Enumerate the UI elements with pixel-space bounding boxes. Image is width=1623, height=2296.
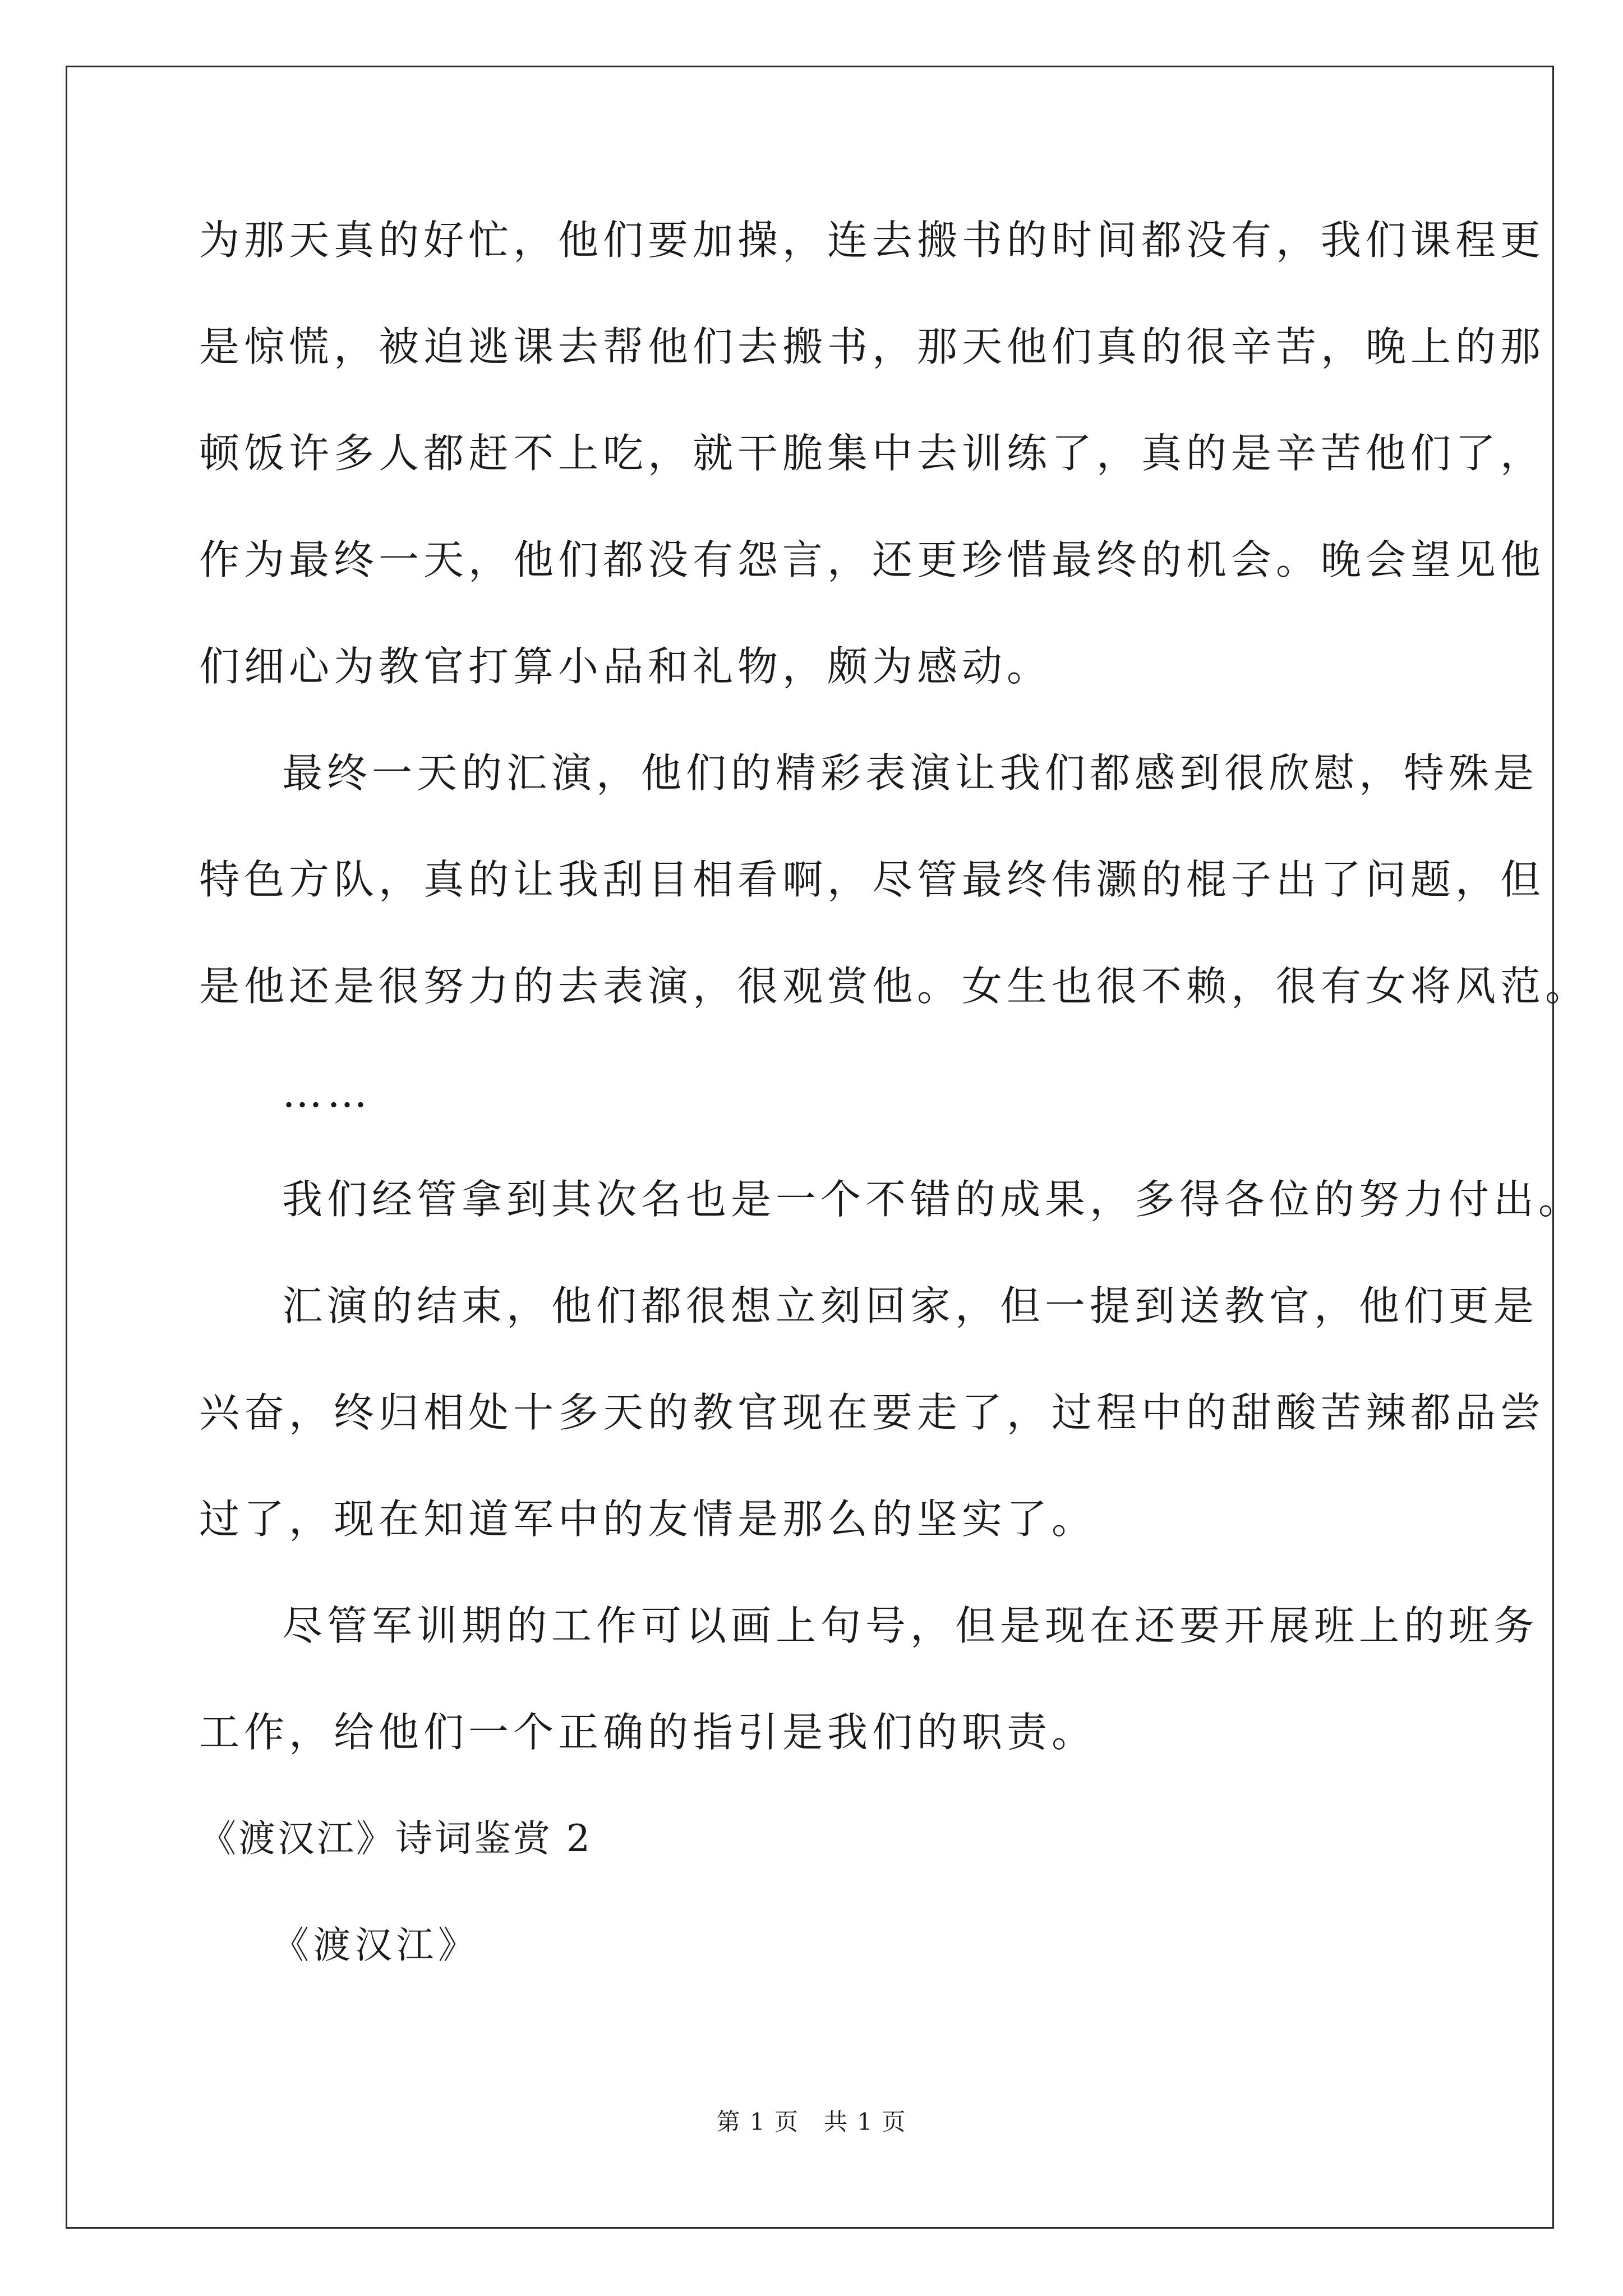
paragraph-line: 最终一天的汇演，他们的精彩表演让我们都感到很欣慰，特殊是: [282, 749, 1539, 797]
section-title: 《渡汉江》诗词鉴赏 2: [199, 1817, 592, 1860]
paragraph-line: 为那天真的好忙，他们要加操，连去搬书的时间都没有，我们课程更: [199, 217, 1546, 264]
paragraph-line: 我们经管拿到其次名也是一个不错的成果，多得各位的努力付出。: [282, 1176, 1584, 1223]
paragraph-line: 过了，现在知道军中的友情是那么的坚实了。: [199, 1496, 1097, 1543]
paragraph-line: 顿饭许多人都赶不上吃，就干脆集中去训练了，真的是辛苦他们了，: [199, 430, 1546, 477]
page-number-footer: 第 1 页 共 1 页: [716, 2108, 907, 2136]
poem-title: 《渡汉江》: [272, 1924, 479, 1967]
paragraph-line: 是他还是很努力的去表演，很观赏他。女生也很不赖，很有女将风范。: [199, 963, 1590, 1010]
paragraph-line: 尽管军训期的工作可以画上句号，但是现在还要开展班上的班务: [282, 1602, 1539, 1649]
paragraph-line: 汇演的结束，他们都很想立刻回家，但一提到送教官，他们更是: [282, 1282, 1539, 1329]
paragraph-line: 是惊慌，被迫逃课去帮他们去搬书，那天他们真的很辛苦，晚上的那: [199, 323, 1546, 370]
paragraph-line: 工作，给他们一个正确的指引是我们的职责。: [199, 1709, 1097, 1756]
paragraph-line: 特色方队，真的让我刮目相看啊，尽管最终伟灏的棍子出了问题，但: [199, 856, 1546, 903]
paragraph-line: 们细心为教官打算小品和礼物，颇为感动。: [199, 643, 1052, 690]
document-body: [199, 213, 1590, 2025]
ellipsis-line: ……: [282, 1069, 372, 1116]
paragraph-line: 作为最终一天，他们都没有怨言，还更珍惜最终的机会。晚会望见他: [199, 536, 1546, 583]
paragraph-line: 兴奋，终归相处十多天的教官现在要走了，过程中的甜酸苦辣都品尝: [199, 1389, 1546, 1436]
